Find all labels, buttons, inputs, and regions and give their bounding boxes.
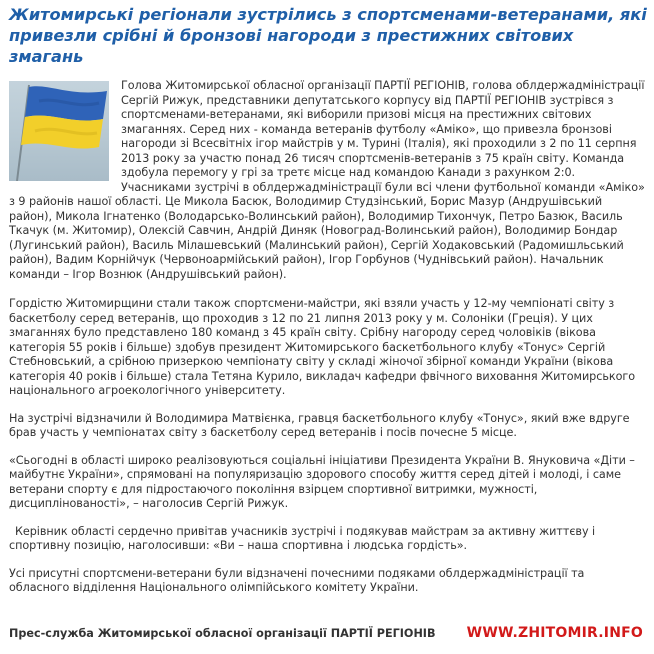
article-body <box>9 79 645 609</box>
paragraph-6: Усі присутні спортсмени-ветерани були відзначені почесними подяками облдержадміністрації та обласного відділення Національного олімпійського комітету України. <box>9 566 585 594</box>
paragraph-4: «Сьогодні в області широко реалізовуються соціальні ініціативи Президента України В. Януковича «Діти – майбутнє України», спрямовані на популяризацію здорового способу життя серед дітей і молоді, і саме ветерани спорту є для підростаючого покоління взірцем спортивної витримки, мужності, дисциплінованості», – наголосив Сергій Рижук. <box>9 453 635 510</box>
paragraph-2: Гордістю Житомирщини стали також спортсмени-майстри, які взяли участь у 12-му чемпіонаті світу з баскетболу серед ветеранів, що проходив з 12 по 21 липня 2013 року у м. Солоніки (Греція). У цих змаганнях було представлено 180 команд з 45 країн світу. Срібну нагороду серед чоловіків (вікова категорія 55 років і більше) здобув президент Житомирського баскетбольного клубу «Тонус» Сергій Стебновський, а срібною призеркою чемпіонату світу у складі жіночої збірної команди України (вікова категорія 40 років і більше) стала Тетяна Курило, викладач кафедри фвічного виховання Житомирського національного агроекологічного університету. <box>9 297 635 397</box>
press-service-signature: Прес-служба Житомирської обласної організації ПАРТІЇ РЕГІОНІВ <box>9 627 436 640</box>
site-watermark: WWW.ZHITOMIR.INFO <box>466 625 643 641</box>
flag-icon <box>9 81 109 181</box>
paragraph-5: Керівник області сердечно привітав учасників зустрічі і подякував майстрам за активну життєву і спортивну позицію, наголосивши: «Ви – наша спортивна і людська гордість». <box>9 524 596 552</box>
article-title: Житомирські регіонали зустрілись з спортсменами-ветеранами, які привезли срібні й бронзові нагороди з престижних світових змагань <box>9 5 647 66</box>
paragraph-1: Голова Житомирської обласної організації ПАРТІЇ РЕГІОНІВ, голова облдержадміністрації Сергій Рижук, представники депутатського корпусу від ПАРТІЇ РЕГІОНІВ зустрівся з спортсменами-ветеранами, які виборили призові місця на престижних світових змаганнях. Серед них - команда ветеранів футболу «Аміко», що привезла бронзові нагороди зі Всесвітніх ігор майстрів у м. Турині (Італія), які проходили з 2 по 11 серпня 2013 року за участю понад 26 тисяч спортсменів-ветеранів з 75 країн світу. Команда здобула перемогу у грі за третє місце над командою Канади з рахунком 2:0. Учасниками зустрічі в облдержадміністрації були всі члени футбольної команди «Аміко» з 9 районів нашої області. Це Микола Басюк, Володимир Студзінський, Борис Мазур (Андрушівський район), Микола Ігнатенко (Володарсько-Волинський район), Володимир Тихончук, Петро Базюк, Василь Ткачук (м. Житомир), Олексій Савчин, Андрій Диняк (Новоград-Волинський район), Володимир Бондар (Лугинський район), Василь Мілашевський (Малинський район), Сергій Ходаковський (Радомишльський район), Вадим Корнійчук (Червоноармійський район), Ігор Горбунов (Чуднівський район). Начальник команди – Ігор Вознюк (Андрушівський район). <box>9 79 645 281</box>
paragraph-3: На зустрічі відзначили й Володимира Матвієнка, гравця баскетбольного клубу «Тонус», який вже вдруге брав участь у чемпіонатах світу з баскетболу серед ветеранів і посів почесне 5 місце. <box>9 411 630 439</box>
ukraine-flag-image <box>9 81 109 181</box>
